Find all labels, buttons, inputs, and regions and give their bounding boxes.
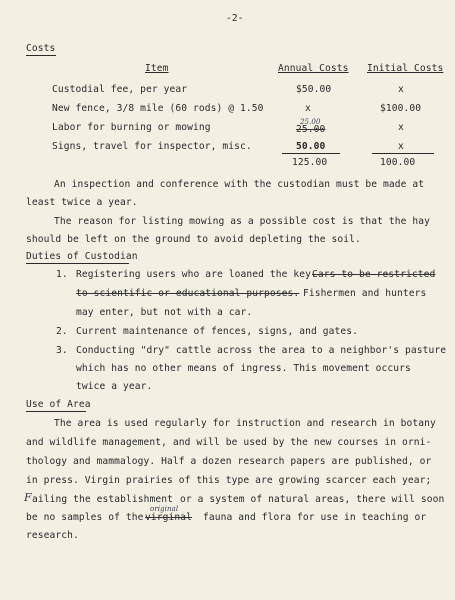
heading-underline [26,55,56,56]
struck-text: Cars to be restricted [312,269,436,280]
list-item-number: 3. [56,345,68,356]
table-total-initial: 100.00 [380,157,416,168]
section-heading-costs: Costs [26,43,56,54]
struck-text: virginal [145,512,193,523]
table-row-item: Signs, travel for inspector, misc. [52,141,252,152]
handwritten-correction: 25.00 [300,118,321,126]
table-header-annual: Annual Costs [278,63,349,74]
table-row-annual: 50.00 [296,141,326,152]
paragraph-line: be no samples of the [26,512,144,523]
paragraph-line: should be left on the ground to avoid depleting the soil. [26,234,361,245]
table-row-initial: x [398,122,404,133]
paragraph-line: The area is used regularly for instruction and research in botany [54,418,436,429]
table-row-initial: $100.00 [380,103,422,114]
table-row-item: New fence, 3/8 mile (60 rods) @ 1.50 [52,103,264,114]
list-item-text: Fishermen and hunters [303,288,427,299]
list-item-text: twice a year. [76,381,153,392]
page-number: -2- [226,13,244,24]
paragraph-line: in press. Virgin prairies of this type are growing scarcer each year; [26,475,432,486]
total-rule-initial [372,153,434,154]
table-row-annual: 25.00 [296,124,326,135]
paragraph-line: ailing the establishment [32,494,174,505]
heading-underline [26,263,129,264]
list-item-number: 2. [56,326,68,337]
table-header-item: Item [145,63,169,74]
struck-text: to scientific or educational purposes. [76,288,300,299]
paragraph-line: least twice a year. [26,197,138,208]
paragraph-line: The reason for listing mowing as a possible cost is that the hay [54,216,431,227]
table-row-item: Labor for burning or mowing [52,122,211,133]
table-row-item: Custodial fee, per year [52,84,188,95]
handwritten-f-mark: F [24,491,32,504]
paragraph-line: or a system of natural areas, there will soon [180,494,445,505]
section-heading-duties: Duties of Custodian [26,251,138,262]
table-row-annual: x [305,103,311,114]
paragraph-line: and wildlife management, and will be used by the new courses in orni- [26,437,432,448]
list-item-text: which has no other means of ingress. This movement occurs [76,363,411,374]
list-item-text: Conducting "dry" cattle across the area to a neighbor's pasture [76,345,447,356]
table-row-annual: $50.00 [296,84,332,95]
paragraph-line: thology and mammalogy. Half a dozen research papers are published, or [26,456,432,467]
paragraph-line: fauna and flora for use in teaching or [203,512,427,523]
table-row-initial: x [398,84,404,95]
list-item-number: 1. [56,269,68,280]
list-item-text: Current maintenance of fences, signs, and gates. [76,326,359,337]
heading-underline [26,411,86,412]
table-row-initial: x [398,141,404,152]
handwritten-insertion: original [150,505,179,513]
list-item-text: may enter, but not with a car. [76,307,253,318]
paragraph-line: research. [26,530,79,541]
list-item-text: Registering users who are loaned the key. [76,269,317,280]
paragraph-line: An inspection and conference with the custodian must be made at [54,179,425,190]
table-header-initial: Initial Costs [367,63,444,74]
table-total-annual: 125.00 [292,157,328,168]
section-heading-use: Use of Area [26,399,91,410]
total-rule-annual [282,153,340,154]
